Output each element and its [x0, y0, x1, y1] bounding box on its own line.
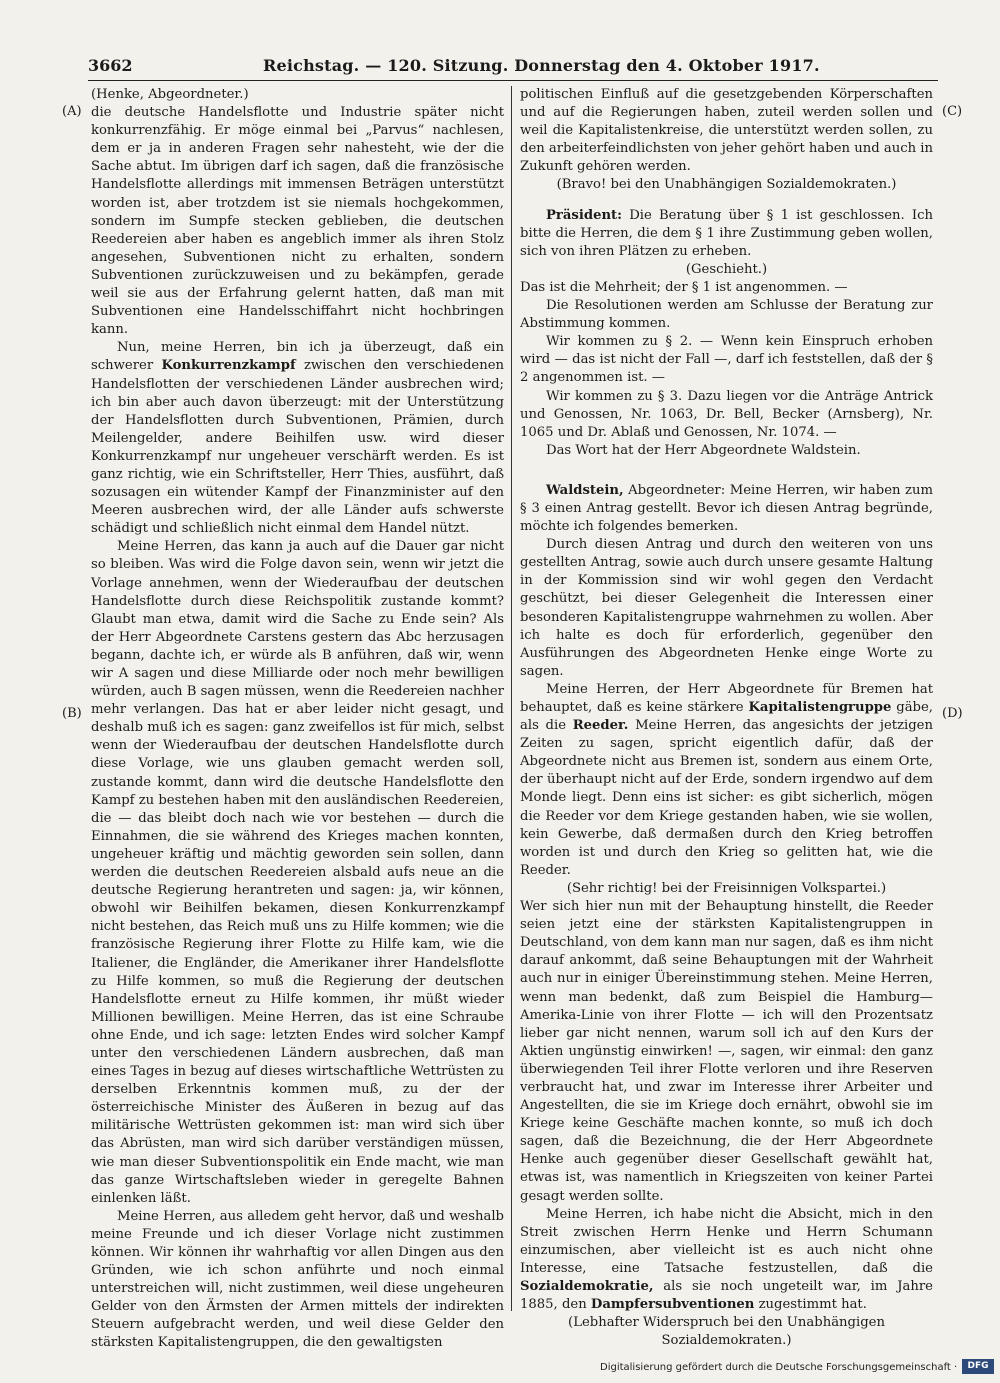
paragraph: Meine Herren, das kann ja auch auf die Dauer gar nicht so bleiben. Was wird die Folge davon sein, wenn wir jetzt die Vorlage annehmen, wenn der Wiederaufbau der deutschen Handelsflotte durch diese Reichspolitik zustande kommt? Glaubt man etwa, damit wird die Sache zu Ende sein? Als der Herr Abgeordnete Carstens gestern das Abc herzusagen begann, dachte ich, er würde als B anführen, daß wir, wenn wir A sagen und diese Milliarde oder noch mehr bewilligen würden, auch B sagen müssen, wenn die Reedereien nachher mehr verlangen. Das hat er aber leider nicht gesagt, und deshalb muß ich es sagen: ganz zweifellos ist für mich, selbst wenn der Wiederaufbau der deutschen Handelsflotte durch diese Vorlage, wie uns glauben gemacht werden soll, zustande kommt, dann wird die deutsche Handelsflotte den Kampf zu bestehen haben mit den ausländischen Reedereien, die — das bleibt doch nach wie vor bestehen — durch die Einnahmen, die sie während des Krieges machen konnten, ungeheuer kräftig und mächtig geworden sein sollen, dann werden die deutschen Reedereien alsbald aufs neue an die deutsche Regierung herantreten und sagen: ja, wir können, obwohl wir Beihilfen bekamen, diesen Konkurrenzkampf nicht bestehen, das Reich muß uns zu Hilfe kommen; wie die französische Regierung ihrer Flotte zu Hilfe kam, wie die Italiener, die Engländer, die Amerikaner ihrer Handelsflotte zu Hilfe kommen, so muß die Regierung der deutschen Handelsflotte erneut zu Hilfe kommen, ihr müßt wieder Millionen bewilligen. Meine Herren, das ist eine Schraube ohne Ende, und ich sage: letzten Endes wird solcher Kampf unter den verschiedenen Ländern ausbrechen, daß man eines Tages in bezug auf dieses wirtschaftliche Wettrüsten zu derselben Erkenntnis kommen muß, zu der der österreichische Minister des Äußeren in bezug auf das militärische Wettrüsten gekommen ist: man wird sich über das Abrüsten, man wird sich darüber verständigen müssen, wie man dieser Subventionspolitik ein Ende macht, wie man das ganze Wirtschaftsleben wieder in geregelte Bahnen einlenken läßt. [91, 539, 504, 1206]
text-run: zwischen den verschiedenen Handelsflotten der verschiedenen Länder ausbrechen wird; ich bin aber auch davon überzeugt: mit der Unterstützung der Handelsflotten durch Subventionen, Prämien, durch Meilengelder, andere Beihilfen usw. wird dieser Konkurrenzkampf nur ungeheuer verschärft werden. Es ist ganz richtig, wie ein Schriftsteller, Herr Thies, ausführt, daß sozusagen ein wütender Kampf der Finanzminister auf den Meeren ausbrechen wird, der alle Länder aufs schwerste schädigt und schließlich nicht einmal dem Handel nützt. [91, 358, 504, 537]
digitization-credit: Digitalisierung gefördert durch die Deutsche Forschungsgemeinschaft · [600, 1362, 958, 1373]
text-run: Meine Herren, der Herr Abgeordnete für Bremen hat behauptet, daß es keine stärkere [520, 681, 933, 715]
paragraph: Wir kommen zu § 3. Dazu liegen vor die Anträge Antrick und Genossen, Nr. 1063, Dr. Bell, Becker (Arnsberg), Nr. 1065 und Dr. Ablaß und Genossen, Nr. 1074. — [520, 388, 933, 440]
dfg-logo: DFG [962, 1359, 994, 1374]
text-run: Meine Herren, ich habe nicht die Absicht, mich in den Streit zwischen Herrn Henke und Herrn Schumann einzumischen, aber vielleicht ist es auch nicht ohne Interesse, eine Tatsache festzustellen, daß die [520, 1206, 933, 1276]
page-number: 3662 [88, 56, 133, 75]
reaction-note: (Lebhafter Widerspruch bei den Unabhängigen Sozialdemokraten.) [568, 1315, 885, 1349]
text-run: Die Beratung über § 1 ist geschlossen. Ich bitte die Herren, die dem § 1 ihre Zustimmung geben wollen, sich von ihren Plätzen zu erheben. [520, 207, 933, 259]
margin-label-a: (A) [62, 104, 82, 119]
emphasis: Sozialdemokratie, [520, 1279, 654, 1294]
text-run: Meine Herren, das angesichts der jetzigen Zeiten zu sagen, spricht eigentlich dafür, daß der Abgeordnete nicht aus Bremen ist, sondern aus einem Orte, der überhaupt nicht auf der Erde, sondern irgendwo auf dem Monde liegt. Denn eins ist sicher: es gibt sicherlich, mögen die Reeder vor dem Kriege gestanden haben, wie sie wollen, kein Gewerbe, daß dermaßen durch den Krieg betroffen worden ist und durch den Krieg so gelitten hat, wie die Reeder. [520, 718, 933, 878]
emphasis: Reeder. [572, 718, 629, 734]
paragraph [520, 207, 933, 261]
spacer [520, 460, 933, 482]
paragraph: Das Wort hat der Herr Abgeordnete Waldstein. [546, 442, 861, 458]
margin-label-b: (B) [62, 706, 82, 721]
running-title: Reichstag. — 120. Sitzung. Donnerstag den 4. Oktober 1917. [263, 56, 820, 75]
spacer [520, 195, 933, 207]
emphasis: Dampfersubventionen [590, 1297, 755, 1313]
right-column [520, 86, 933, 1350]
margin-label-d: (D) [942, 706, 963, 721]
text-run: Nun, meine Herren, bin ich ja überzeugt, daß ein schwerer [91, 340, 504, 374]
left-column [91, 86, 504, 1353]
reaction-note: (Sehr richtig! bei der Freisinnigen Volkspartei.) [566, 880, 887, 896]
paragraph [520, 1206, 933, 1315]
text-run: als sie noch ungeteilt war, im Jahre 1885, den [520, 1279, 933, 1313]
paragraph: Wer sich hier nun mit der Behauptung hinstellt, die Reeder seien jetzt eine der stärksten Kapitalistengruppen in Deutschland, von dem kann man nur sagen, daß es ihm nicht darauf ankommt, daß seine Behauptungen mit der Wahrheit auch nur in einiger Übereinstimmung stehen. Meine Herren, wenn man bedenkt, daß zum Beispiel die Hamburg—Amerika-Linie von ihrer Flotte — ich will den Prozentsatz lieber gar nicht nennen, warum soll ich auf den Kurs der Aktien ungünstig einwirken! —, sagen, wir einmal: den ganz überwiegenden Teil ihrer Flotte verloren und ihre Reserven verbraucht hat, und zwar im Interesse ihrer Arbeiter und Angestellten, die sie im Kriege doch ernährt, obwohl sie im Kriege keine Geschäfte machen konnte, so muß ich doch sagen, daß die Bezeichnung, die der Herr Abgeordnete Henke auch gegenüber dieser Gesellschaft gewählt hat, etwas ist, was namentlich in Kriegszeiten von keiner Partei gesagt werden sollte. [520, 899, 933, 1204]
paragraph [91, 339, 504, 538]
reaction-note: (Geschieht.) [685, 261, 768, 277]
paragraph: die deutsche Handelsflotte und Industrie später nicht konkurrenzfähig. Er möge einmal bei „Parvus“ nachlesen, dem er ja in anderen Fragen sehr nahesteht, wie der die Sache abtut. Im übrigen darf ich sagen, daß die französische Handelsflotte allerdings mit immensen Beträgen unterstützt worden ist, aber trotzdem ist sie niemals hochgekommen, sondern im Sumpfe stecken geblieben, die deutschen Reedereien aber haben es angeblich immer als ihren Stolz angesehen, Subventionen nicht zu erhalten, sondern Subventionen zurückzuweisen und zu bekämpfen, gerade weil sie aus der Erfahrung gelernt hatten, daß man mit Subventionen eine Handelsschiffahrt nicht hochbringen kann. [91, 105, 504, 338]
text-run: zugestimmt hat. [754, 1297, 867, 1313]
reaction-note: (Bravo! bei den Unabhängigen Sozialdemokraten.) [556, 177, 897, 193]
paragraph: Wir kommen zu § 2. — Wenn kein Einspruch erhoben wird — das ist nicht der Fall —, darf ich feststellen, daß der § 2 angenommen ist. — [520, 334, 933, 386]
paragraph [520, 482, 933, 536]
paragraph: Das ist die Mehrheit; der § 1 ist angenommen. — [520, 279, 848, 295]
paragraph [520, 681, 933, 880]
page-header [88, 54, 938, 81]
speaker-label: Präsident: [546, 207, 623, 223]
emphasis: Kapitalistengruppe [748, 700, 892, 715]
paragraph: politischen Einfluß auf die gesetzgebenden Körperschaften und auf die Regierungen haben, zuteil werden sollen und weil die Kapitalistenkreise, die unterstützt werden sollen, zu den arbeiterfeindlichsten von jeher gehört haben und auch in Zukunft gehören werden. [520, 87, 933, 175]
paragraph: Meine Herren, aus alledem geht hervor, daß und weshalb meine Freunde und ich dieser Vorlage nicht zustimmen können. Wir können ihr wahrhaftig vor allen Dingen aus den Gründen, wie ich schon anführte und noch einmal unterstreichen will, nicht zustimmen, weil diese ungeheuren Gelder von den Ärmsten der Armen mittels der indirekten Steuern aufgebracht werden, und weil diese Gelder den stärksten Kapitalistengruppen, die den gewaltigsten [91, 1208, 504, 1351]
text-run: Abgeordneter: Meine Herren, wir haben zum § 3 einen Antrag gestellt. Bevor ich diesen Antrag begründe, möchte ich folgendes bemerken. [520, 482, 933, 535]
speaker-label: Waldstein, [546, 482, 624, 498]
speaker-note: (Henke, Abgeordneter.) [91, 87, 249, 102]
paragraph: Die Resolutionen werden am Schlusse der Beratung zur Abstimmung kommen. [520, 298, 933, 332]
margin-label-c: (C) [942, 104, 963, 119]
text-run: gäbe, als die [520, 700, 933, 734]
emphasis: Konkurrenzkampf [161, 358, 296, 374]
column-divider [511, 86, 512, 1311]
paragraph: Durch diesen Antrag und durch den weiteren von uns gestellten Antrag, sowie auch durch unsere gesamte Haltung in der Kommission sind wir wohl gegen den Verdacht geschützt, bei dieser Gelegenheit die Interessen einer besonderen Kapitalistengruppe wahrnehmen zu wollen. Aber ich halte es doch für erforderlich, gegenüber den Ausführungen des Abgeordneten Henke einge Worte zu sagen. [520, 537, 933, 679]
